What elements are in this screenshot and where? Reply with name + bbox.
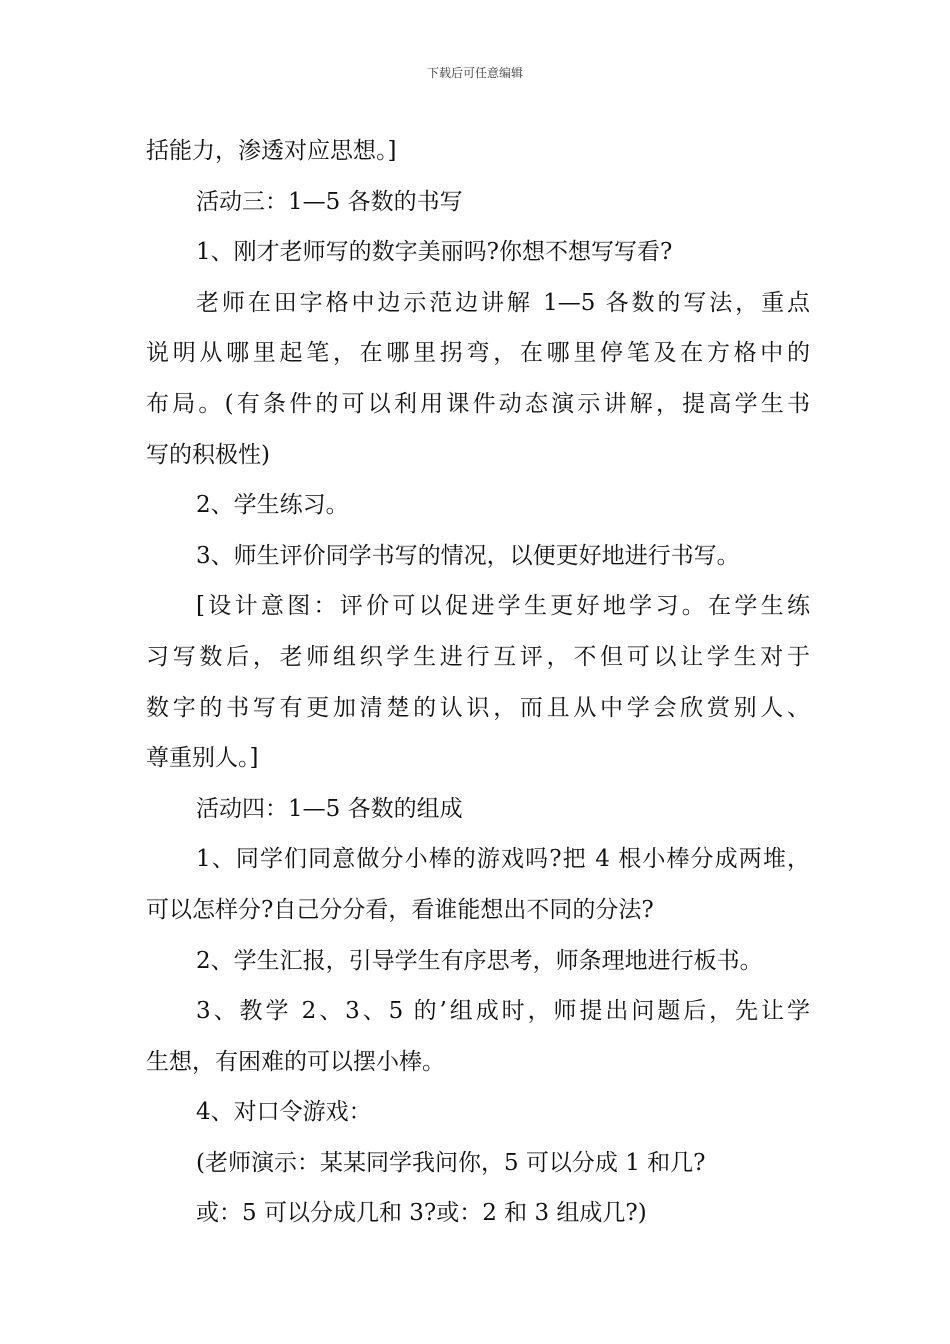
- paragraph-line: 2、学生练习。: [196, 492, 349, 519]
- paragraph-line: 布局。(有条件的可以利用课件动态演示讲解，提高学生书: [146, 390, 810, 417]
- paragraph-line: 括能力，渗透对应思想。]: [146, 138, 397, 164]
- paragraph-line: 或：5 可以分成几和 3?或：2 和 3 组成几?): [196, 1200, 647, 1227]
- paragraph-line: 尊重别人。]: [146, 745, 259, 772]
- paragraph-line: 写的积极性): [146, 441, 270, 468]
- paragraph-line: 3、师生评价同学书写的情况，以便更好地进行书写。: [196, 542, 740, 569]
- paragraph-line: [设计意图：评价可以促进学生更好地学习。在学生练: [196, 593, 810, 620]
- paragraph-line: 3、教学 2、3、5 的’组成时，师提出问题后，先让学: [196, 998, 810, 1025]
- paragraph-line: 说明从哪里起笔，在哪里拐弯，在哪里停笔及在方格中的: [146, 340, 810, 367]
- paragraph-line: (老师演示：某某同学我问你，5 可以分成 1 和几?: [196, 1149, 706, 1176]
- section-heading: 活动三：1—5 各数的书写: [196, 188, 463, 215]
- paragraph-line: 数字的书写有更加清楚的认识，而且从中学会欣赏别人、: [146, 694, 810, 721]
- paragraph-line: 可以怎样分?自己分分看，看谁能想出不同的分法?: [146, 896, 654, 923]
- paragraph-line: 老师在田字格中边示范边讲解 1—5 各数的写法，重点: [196, 289, 810, 316]
- paragraph-line: 4、对口令游戏：: [196, 1099, 372, 1126]
- paragraph-line: 习写数后，老师组织学生进行互评，不但可以让学生对于: [146, 643, 810, 670]
- paragraph-line: 生想，有困难的可以摆小棒。: [146, 1048, 445, 1075]
- paragraph-line: 1、刚才老师写的数字美丽吗?你想不想写写看?: [196, 239, 673, 266]
- document-body: [146, 126, 810, 1239]
- paragraph-line: 2、学生汇报，引导学生有序思考，师条理地进行板书。: [196, 947, 763, 974]
- page-header: 下载后可任意编辑: [426, 66, 523, 80]
- section-heading: 活动四：1—5 各数的组成: [196, 795, 463, 822]
- paragraph-line: 1、同学们同意做分小棒的游戏吗?把 4 根小棒分成两堆，: [196, 846, 810, 873]
